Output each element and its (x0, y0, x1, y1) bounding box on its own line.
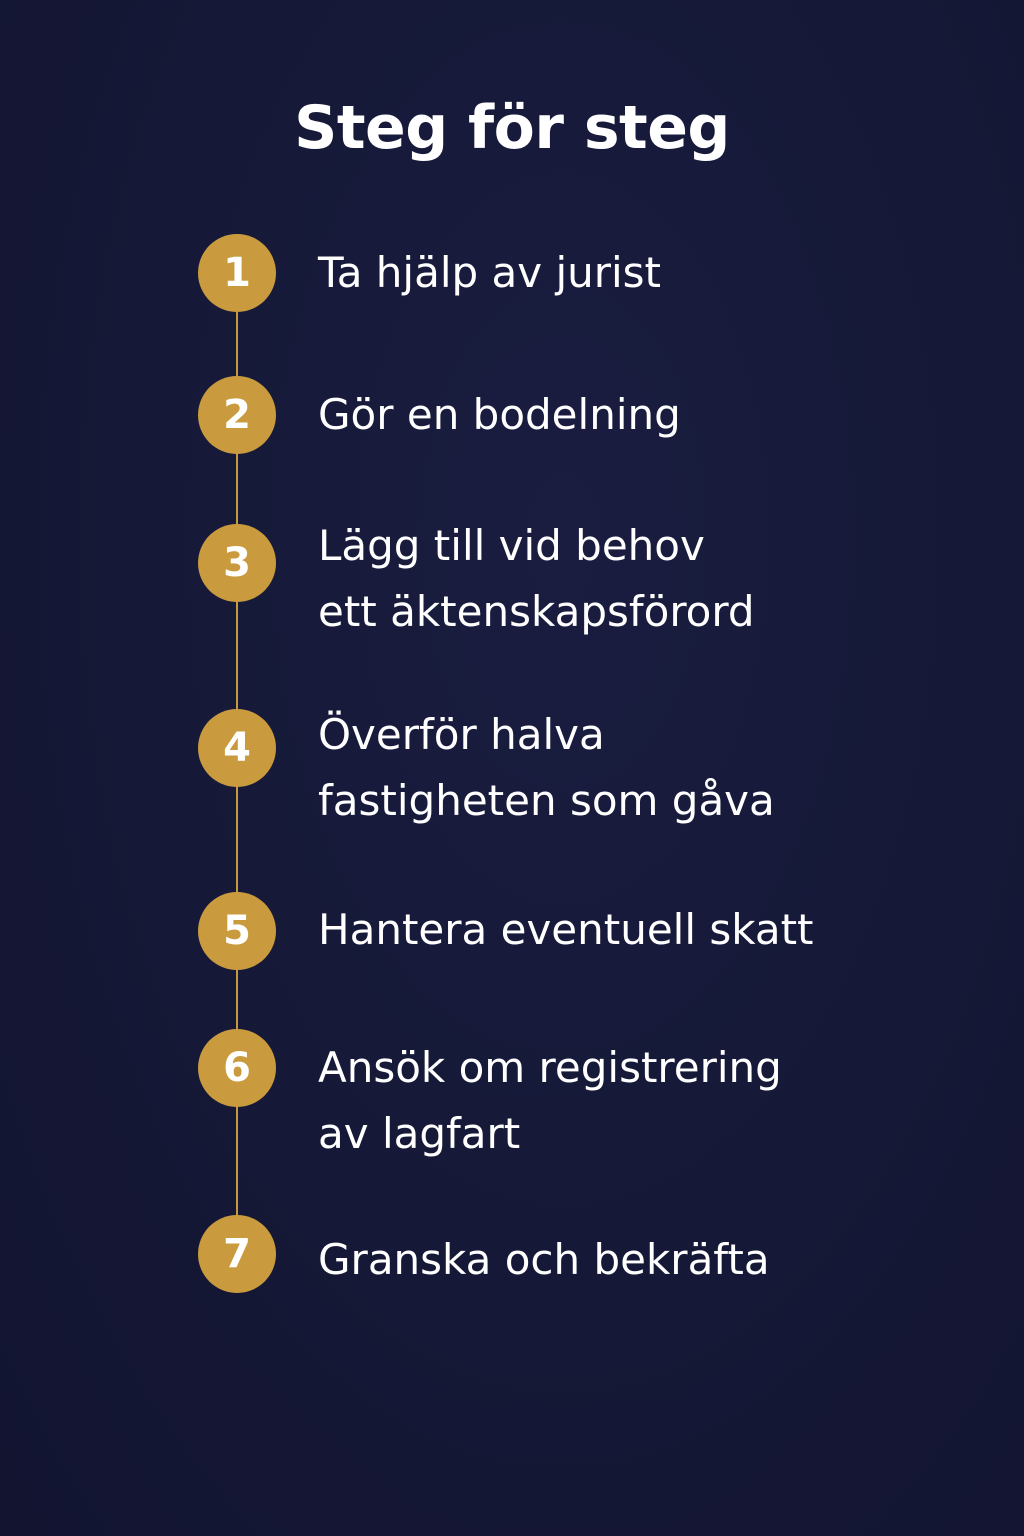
step-7-label (318, 1227, 938, 1293)
step-5-line-1: Hantera eventuell skatt (318, 905, 814, 954)
step-3-number: 3 (223, 540, 251, 586)
step-4-label (318, 702, 938, 834)
step-1-label (318, 240, 938, 306)
step-2-line-1: Gör en bodelning (318, 390, 681, 439)
step-6-line-2: av lagfart (318, 1109, 521, 1158)
step-7-line-1: Granska och bekräfta (318, 1235, 770, 1284)
step-5-number: 5 (223, 908, 251, 954)
step-6-label (318, 1035, 938, 1167)
step-3-line-1: Lägg till vid behov (318, 521, 705, 570)
step-3-line-2: ett äktenskapsförord (318, 587, 755, 636)
step-2-number: 2 (223, 392, 251, 438)
step-4-line-2: fastigheten som gåva (318, 776, 775, 825)
step-2-label (318, 382, 938, 448)
step-4-line-1: Överför halva (318, 710, 605, 759)
step-6-badge (198, 1029, 276, 1107)
step-2-badge (198, 376, 276, 454)
step-1-badge (198, 234, 276, 312)
step-7-badge (198, 1215, 276, 1293)
step-1-line-1: Ta hjälp av jurist (318, 248, 662, 297)
page-title: Steg för steg (294, 93, 730, 163)
step-3-badge (198, 524, 276, 602)
step-6-line-1: Ansök om registrering (318, 1043, 782, 1092)
step-3-label (318, 513, 938, 645)
step-4-number: 4 (223, 725, 251, 771)
step-6-number: 6 (223, 1045, 251, 1091)
step-1-number: 1 (223, 250, 251, 296)
step-5-badge (198, 892, 276, 970)
step-7-number: 7 (223, 1231, 251, 1277)
step-5-label (318, 897, 938, 963)
step-4-badge (198, 709, 276, 787)
